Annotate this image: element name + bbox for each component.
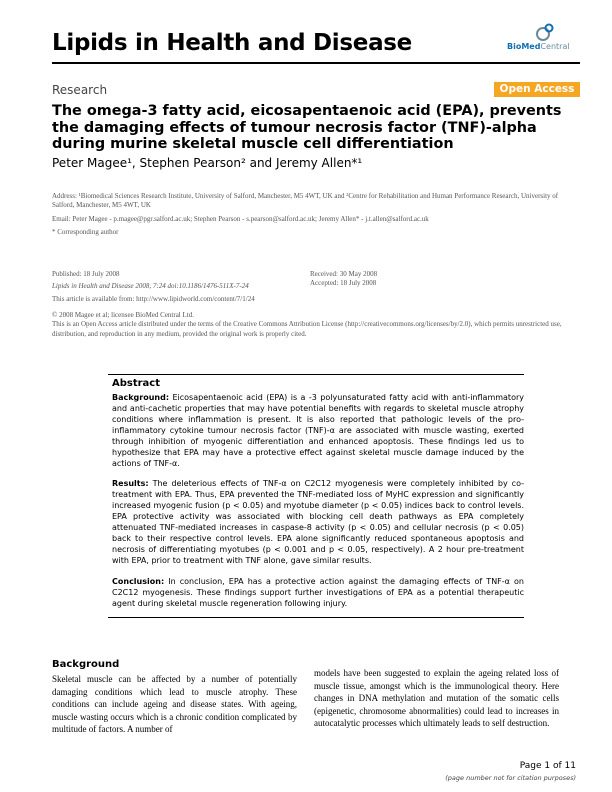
article-url[interactable]: This article is available from: http://www.lipidworld.com/content/7/1/24 [52,294,255,303]
author-emails: Email: Peter Magee - p.magee@pgr.salford.ac.uk; Stephen Pearson - s.pearson@salford.ac.uk; Jeremy Allen* - j.t.allen@salford.ac.uk [52,215,429,223]
published-date: Published: 18 July 2008 [52,270,120,278]
journal-title: Lipids in Health and Disease [52,30,412,56]
abstract-conclusion [112,576,524,609]
license-text: This is an Open Access article distributed under the terms of the Creative Commons Attribution License (http://creativecommons.org/licenses/by/2.0), which permits unrestricted use, distribution, and reproduction in any medium, provided the original work is properly cited. [52,320,562,338]
accepted-date: Accepted: 18 July 2008 [310,279,377,288]
page-number: Page 1 of 11 [519,761,576,771]
abstract-results-label: Results: [112,479,149,488]
logo-brand: BioMed [507,42,541,51]
logo-central: Central [540,42,570,51]
section-label: Research [52,83,108,97]
abstract-background [112,392,524,469]
abstract-conclusion-label: Conclusion: [112,577,165,586]
citation: Lipids in Health and Disease 2008, 7:24 doi:10.1186/1476-511X-7-24 [52,282,249,291]
body-column-2: models have been suggested to explain the ageing related loss of muscle tissue, amongst which is the immunological theory. Here changes in DNA methylation and mutation of the somatic cells (epigenetic, chromosome abnormalities) could lead to increases in autocatalytic processes which ultimately leads to self destruction. [314,668,559,728]
open-access-badge: Open Access [494,82,580,97]
article-title: The omega-3 fatty acid, eicosapentaenoic acid (EPA), prevents the damaging effects of tumour necrosis factor (TNF)-alpha during murine skeletal muscle cell differentiation [52,103,562,152]
license-block [52,311,580,339]
body-column-1: Skeletal muscle can be affected by a number of potentially damaging conditions which lead to muscle atrophy. These conditions can include ageing and disease states. With ageing, muscle wasting occurs which is a chronic condition complicated by multitude of factors. A number of [52,674,297,734]
publication-info [52,270,302,304]
copyright: © 2008 Magee et al; licensee BioMed Central Ltd. [52,311,194,319]
author-address: Address: ¹Biomedical Sciences Research Institute, University of Salford, Manchester, M5 4WT, UK and ²Centre for Rehabilitation and Human Performance Research, University of Salford, Manchester, M5 4WT, UK [52,192,559,210]
background-heading: Background [52,659,120,670]
biomed-logo-icon [535,22,559,42]
abstract-results [112,478,524,566]
abstract-top-rule [108,374,524,375]
abstract-bottom-rule [108,617,524,618]
biomed-central-logo [507,22,577,56]
abstract-results-text: The deleterious effects of TNF-α on C2C12 myogenesis were completely inhibited by co-treatment with EPA. Thus, EPA prevented the TNF-mediated loss of MyHC expression and significantly increased myogenic fusion (p < 0.05) and myotube diameter (p < 0.05) indices back to control levels. EPA protective activity was associated with blocking cell death pathways as EPA completely attenuated TNF-mediated increases in caspase-8 activity (p < 0.05) and cellular necrosis (p < 0.05) back to their respective control levels. EPA alone significantly reduced spontaneous apoptosis and necrosis of differentiating myotubes (p < 0.001 and p < 0.05, respectively). A 2 hour pre-treatment with EPA, prior to treatment with TNF alone, gave similar results. [112,479,524,565]
header-rule [52,62,580,64]
page-number-note: (page number not for citation purposes) [445,774,576,782]
received-accepted [310,270,377,289]
corresponding-author-note: * Corresponding author [52,228,119,236]
abstract-background-text: Eicosapentaenoic acid (EPA) is a -3 polyunsaturated fatty acid with anti-inflammatory and anti-cachetic properties that may have potential benefits with regards to skeletal muscle atrophy conditions where inflammation is present. It is also reported that pathologic levels of the pro-inflammatory cytokine tumour necrosis factor (TNF)-α are associated with muscle wasting, exerted through inhibition of myogenic differentiation and enhanced apoptosis. These findings led us to hypothesize that EPA may have a protective effect against skeletal muscle damage induced by the actions of TNF-α. [112,393,524,468]
abstract-background-label: Background: [112,393,170,402]
author-list: Peter Magee¹, Stephen Pearson² and Jeremy Allen*¹ [52,156,363,170]
abstract-conclusion-text: In conclusion, EPA has a protective action against the damaging effects of TNF-α on C2C12 myogenesis. These findings support further investigations of EPA as a potential therapeutic agent during skeletal muscle regeneration following injury. [112,577,524,608]
abstract-heading: Abstract [112,378,161,389]
received-date: Received: 30 May 2008 [310,270,378,278]
